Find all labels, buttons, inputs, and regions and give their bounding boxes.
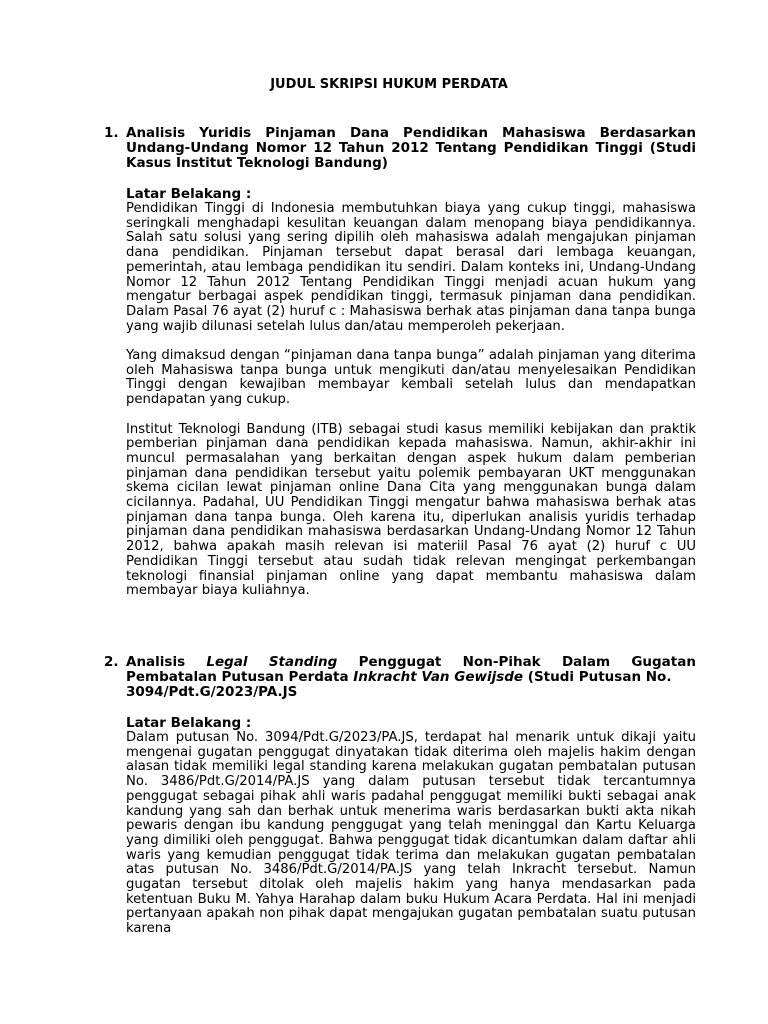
heading-text: (Studi Putusan No. xyxy=(523,669,672,685)
heading-word: Analisis xyxy=(126,654,186,670)
heading-line xyxy=(126,655,696,670)
heading-line xyxy=(126,670,696,685)
section-heading xyxy=(126,655,696,700)
paragraph: Yang dimaksud dengan “pinjaman dana tanpa bunga” adalah pinjaman yang diterima oleh Mahasiswa tanpa bunga untuk mengikuti dan/atau menyelesaikan Pendidikan Tinggi dengan kewajiban membayar kembali setelah lulus dan mendapatkan pendapatan yang cukup. xyxy=(126,348,696,408)
heading-text-italic: Inkracht Van Gewijsde xyxy=(353,669,524,685)
heading-word: Penggugat xyxy=(358,654,442,670)
heading-word: Non-Pihak xyxy=(462,654,541,670)
document-title: JUDUL SKRIPSI HUKUM PERDATA xyxy=(270,77,508,92)
section-2 xyxy=(104,655,696,937)
section-1 xyxy=(104,126,696,599)
heading-word-italic: Standing xyxy=(268,654,338,670)
heading-word-italic: Legal xyxy=(206,654,248,670)
heading-line: 3094/Pdt.G/2023/PA.JS xyxy=(126,684,298,700)
heading-word: Dalam xyxy=(561,654,611,670)
section-heading: Analisis Yuridis Pinjaman Dana Pendidikan Mahasiswa Berdasarkan Undang-Undang Nomor 12 Tahun 2012 Tentang Pendidikan Tinggi (Studi Kasus Institut Teknologi Bandung) xyxy=(126,125,696,171)
section-subheading: Latar Belakang : xyxy=(126,715,252,731)
section-body xyxy=(126,126,696,599)
paragraph: Dalam putusan No. 3094/Pdt.G/2023/PA.JS, terdapat hal menarik untuk dikaji yaitu mengenai gugatan penggugat dinyatakan tidak diterima oleh majelis hakim dengan alasan tidak memiliki legal standing karena melakukan gugatan pembatalan putusan No. 3486/Pdt.G/2014/PA.JS yang dalam putusan tersebut tidak tercantumnya penggugat sebagai pihak ahli waris padahal penggugat memiliki bukti sebagai anak kandung yang sah dan berhak untuk menerima waris berdasarkan bukti akta nikah pewaris dengan ibu kandung penggugat yang telah meninggal dan Kartu Keluarga yang dimiliki oleh penggugat. Bahwa penggugat tidak dicantumkan dalam daftar ahli waris yang kemudian penggugat tidak terima dan melakukan gugatan pembatalan atas putusan No. 3486/Pdt.G/2014/PA.JS yang telah Inkracht tersebut. Namun gugatan tersebut ditolak oleh majelis hakim yang hanya mendasarkan pada ketentuan Buku M. Yahya Harahap dalam buku Hukum Acara Perdata. Hal ini menjadi pertanyaan apakah non pihak dapat mengajukan gugatan pembatalan suatu putusan karena xyxy=(126,730,696,937)
paragraph: Pendidikan Tinggi di Indonesia membutuhkan biaya yang cukup tinggi, mahasiswa seringkali menghadapi kesulitan keuangan dalam menopang biaya pendidikannya. Salah satu solusi yang sering dipilih oleh mahasiswa adalah mengajukan pinjaman dana pendidikan. Pinjaman tersebut dapat berasal dari lembaga keuangan, pemerintah, atau lembaga pendidikan itu sendiri. Dalam konteks ini, Undang-Undang Nomor 12 Tahun 2012 Tentang Pendidikan Tinggi menjadi acuan hukum yang mengatur berbagai aspek pendidikan tinggi, termasuk pinjaman dana pendidikan. Dalam Pasal 76 ayat (2) huruf c : Mahasiswa berhak atas pinjaman dana tanpa bunga yang wajib dilunasi setelah lulus dan/atau memperoleh pekerjaan. xyxy=(126,201,696,334)
section-body xyxy=(126,655,696,937)
heading-word: Gugatan xyxy=(631,654,696,670)
paragraph: Institut Teknologi Bandung (ITB) sebagai studi kasus memiliki kebijakan dan praktik pemberian pinjaman dana pendidikan kepada mahasiswa. Namun, akhir-akhir ini muncul permasalahan yang berkaitan dengan aspek hukum dalam pemberian pinjaman dana pendidikan tersebut yaitu polemik pembayaran UKT menggunakan skema cicilan lewat pinjaman online Dana Cita yang menggunakan bunga dalam cicilannya. Padahal, UU Pendidikan Tinggi mengatur bahwa mahasiswa berhak atas pinjaman dana tanpa bunga. Oleh karena itu, diperlukan analisis yuridis terhadap pinjaman dana pendidikan mahasiswa berdasarkan Undang-Undang Nomor 12 Tahun 2012, bahwa apakah masih relevan isi materiil Pasal 76 ayat (2) huruf c UU Pendidikan Tinggi tersebut atau sudah tidak relevan mengingat perkembangan teknologi finansial pinjaman online yang dapat membantu mahasiswa dalam membayar biaya kuliahnya. xyxy=(126,421,696,599)
heading-text: Pembatalan Putusan Perdata xyxy=(126,669,354,685)
section-subheading: Latar Belakang : xyxy=(126,186,252,202)
section-number: 1. xyxy=(104,125,119,141)
section-number: 2. xyxy=(104,654,119,670)
